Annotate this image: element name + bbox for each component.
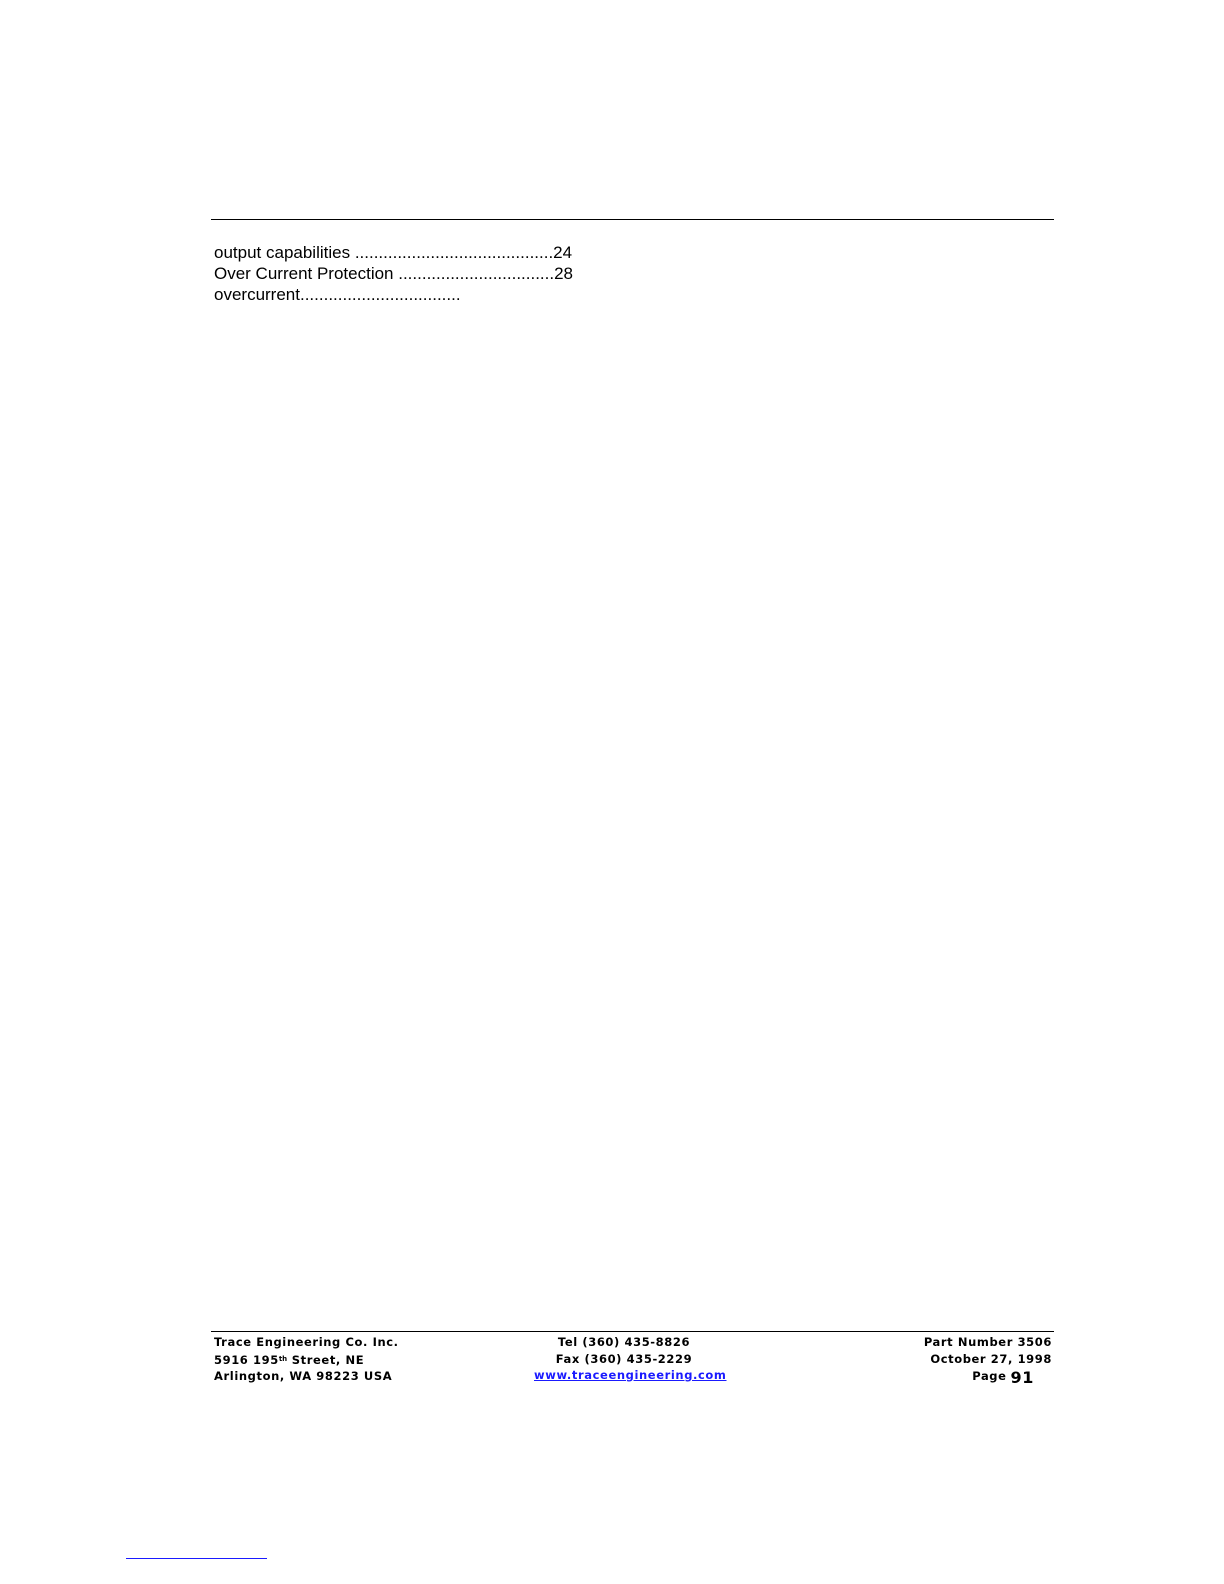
page-number: 91 — [1010, 1368, 1034, 1387]
address-street: Street, NE — [287, 1352, 365, 1367]
header-rule — [211, 219, 1054, 220]
address-ordinal-suffix: th — [278, 1354, 288, 1363]
street-address — [214, 1351, 399, 1369]
website-link[interactable]: www.traceengineering.com — [534, 1368, 727, 1382]
company-name: Trace Engineering Co. Inc. — [214, 1335, 399, 1349]
footer-rule — [211, 1331, 1054, 1332]
footer-document-block — [924, 1334, 1052, 1385]
footer-contact-block — [534, 1334, 727, 1384]
footnote-separator — [126, 1558, 267, 1559]
part-number: Part Number 3506 — [923, 1335, 1052, 1349]
index-entry[interactable]: overcurrent.................................. — [214, 285, 461, 304]
fax: Fax (360) 435-2229 — [555, 1351, 693, 1366]
index-entry[interactable]: Over Current Protection .................................28 — [214, 264, 574, 283]
telephone: Tel (360) 435-8826 — [557, 1335, 691, 1349]
footer-company-block — [214, 1334, 399, 1385]
index-entry[interactable]: output capabilities ..........................................24 — [214, 243, 573, 262]
page-label: Page — [972, 1369, 1007, 1383]
index-list — [214, 242, 573, 305]
city-address: Arlington, WA 98223 USA — [214, 1369, 393, 1383]
document-date: October 27, 1998 — [930, 1351, 1052, 1366]
address-number: 5916 195 — [214, 1352, 279, 1367]
page-indicator — [924, 1367, 1052, 1385]
